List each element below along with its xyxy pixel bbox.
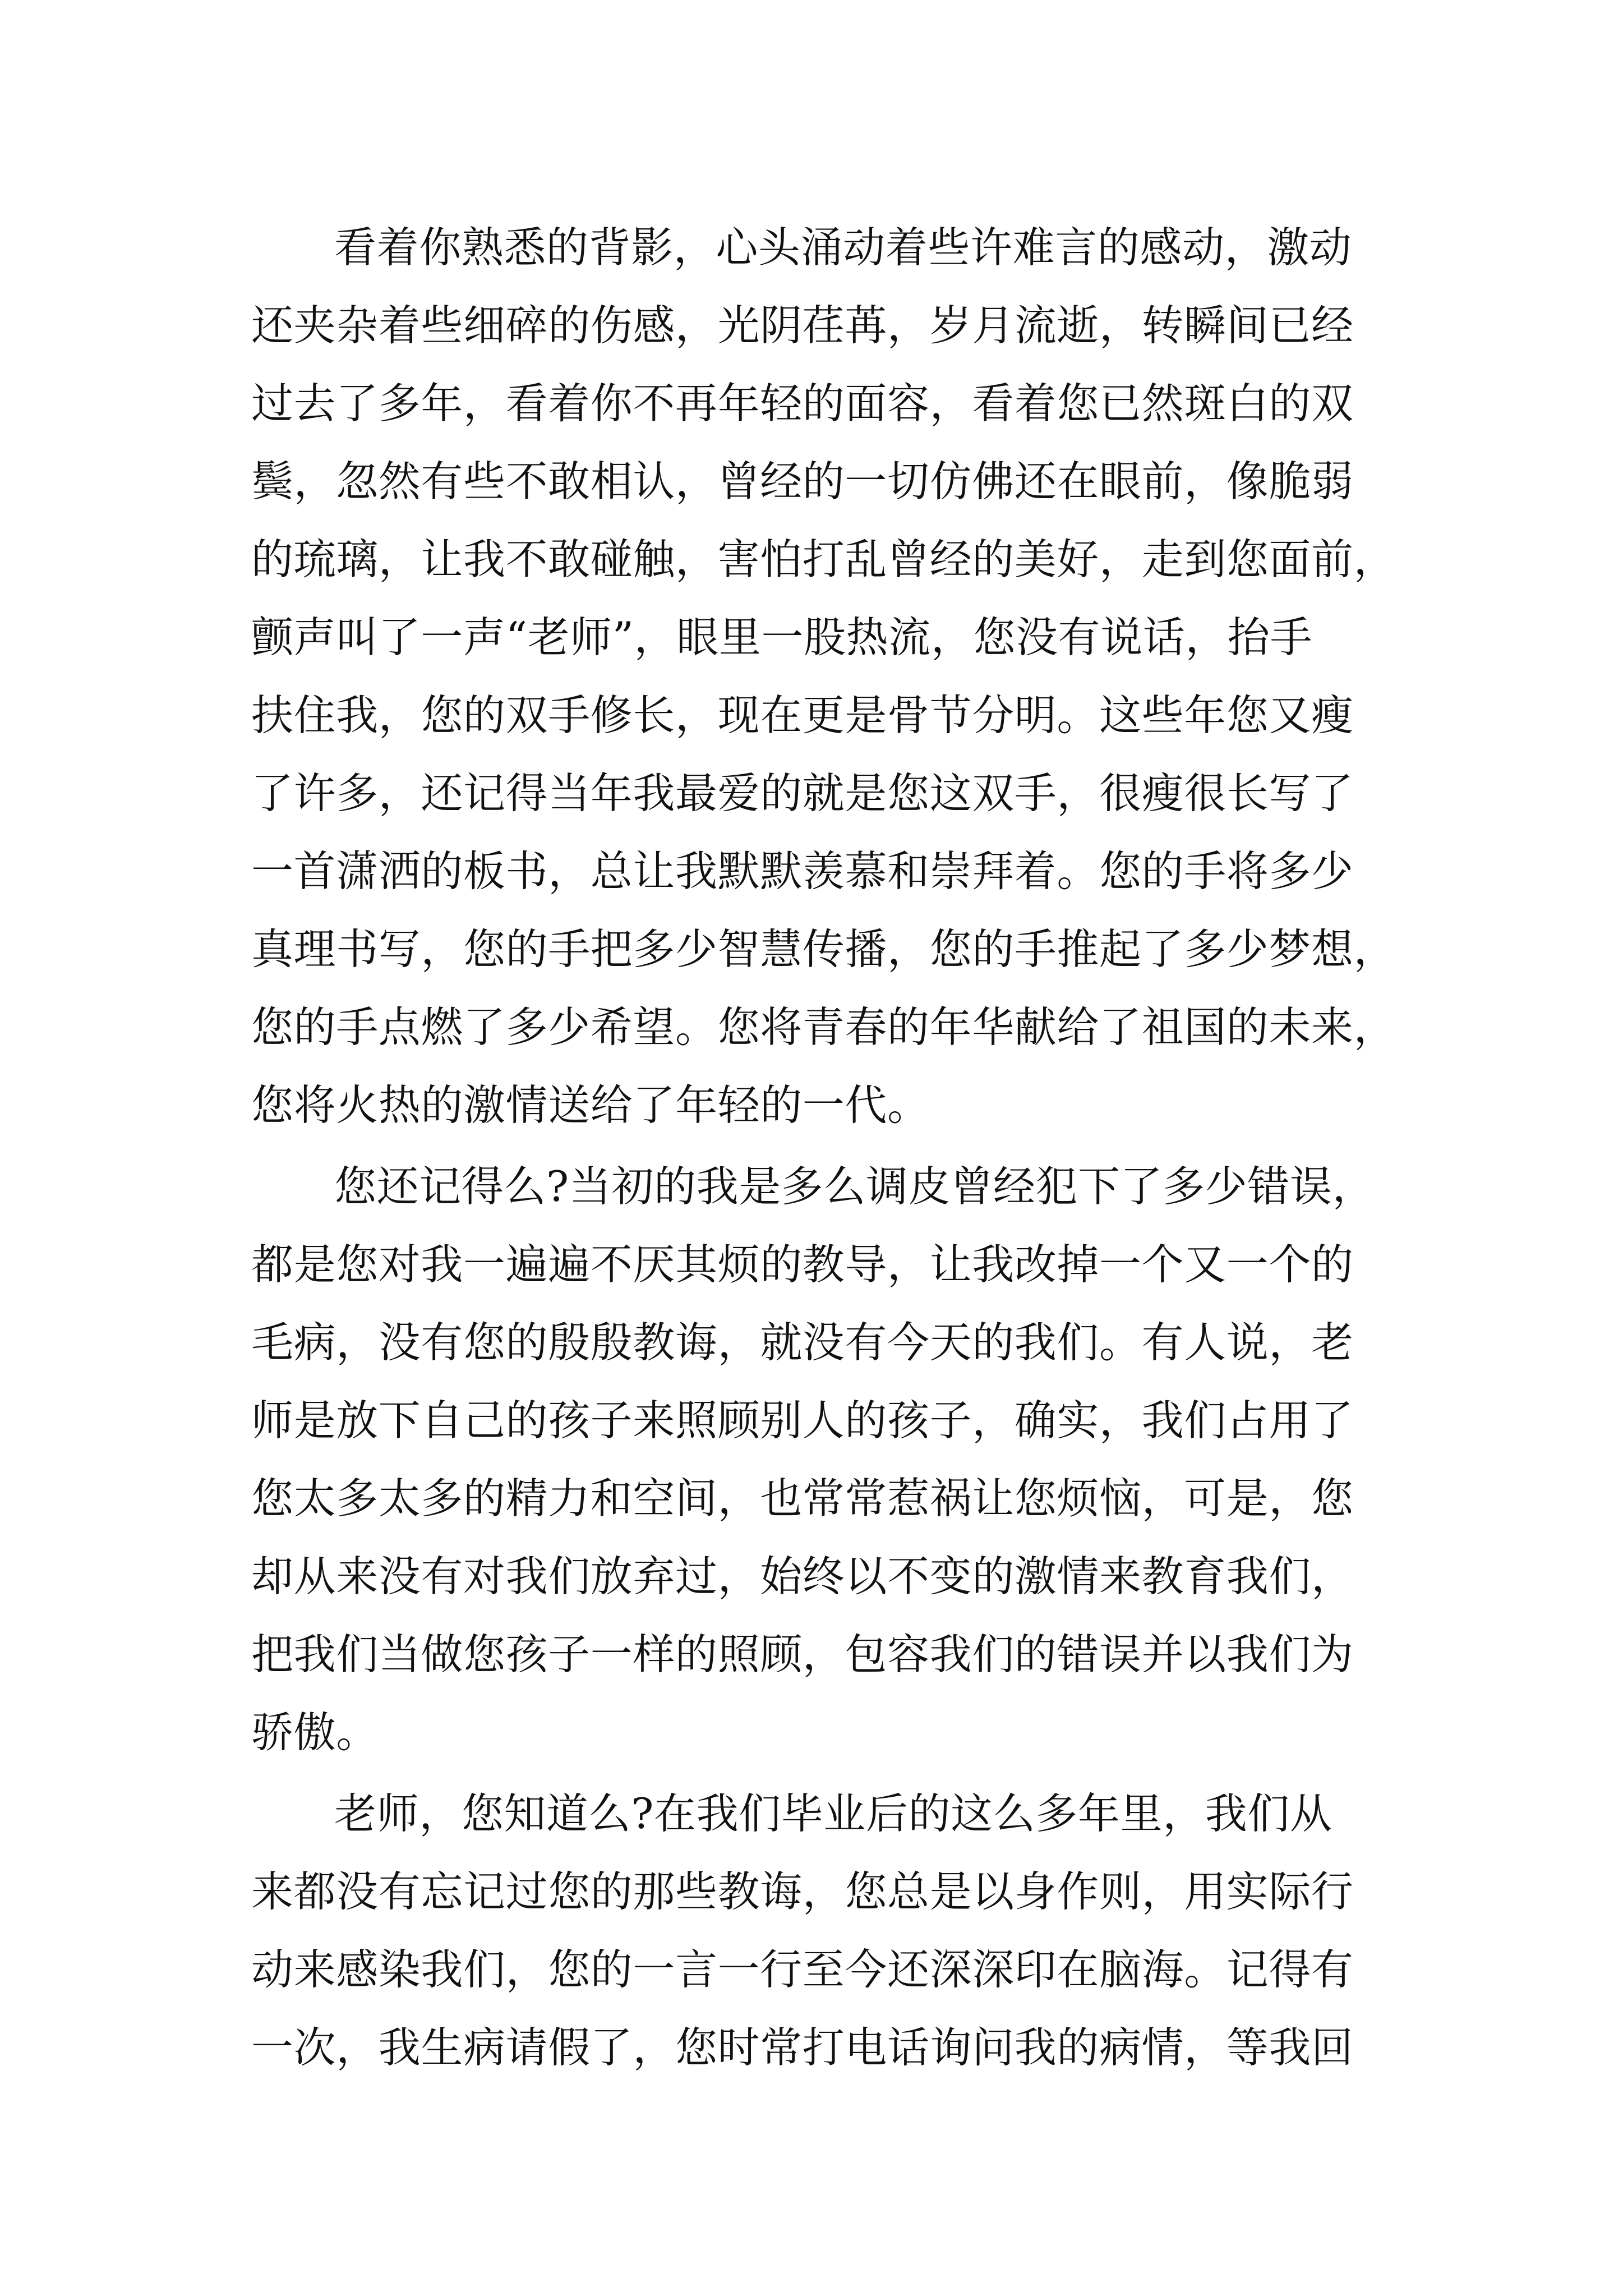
paragraph-line: 老师，您知道么?在我们毕业后的这么多年里，我们从 — [334, 1789, 1332, 1838]
paragraph-line: 您太多太多的精力和空间，也常常惹祸让您烦恼，可是，您 — [251, 1474, 1354, 1523]
paragraph-line: 您的手点燃了多少希望。您将青春的年华献给了祖国的未来， — [251, 1002, 1396, 1052]
paragraph-line: 鬓，忽然有些不敢相认，曾经的一切仿佛还在眼前，像脆弱 — [251, 457, 1354, 506]
paragraph-line: 真理书写，您的手把多少智慧传播，您的手推起了多少梦想， — [251, 924, 1396, 974]
paragraph-line: 您还记得么?当初的我是多么调皮曾经犯下了多少错误， — [334, 1162, 1375, 1211]
document-body — [251, 209, 1396, 2087]
paragraph-3 — [251, 1775, 1373, 2087]
paragraph-line: 颤声叫了一声“老师”，眼里一股热流，您没有说话，抬手 — [251, 613, 1313, 662]
paragraph-line: 了许多，还记得当年我最爱的就是您这双手，很瘦很长写了 — [251, 769, 1354, 818]
paragraph-line: 骄傲。 — [251, 1708, 379, 1757]
paragraph-line: 把我们当做您孩子一样的照顾，包容我们的错误并以我们为 — [251, 1630, 1354, 1679]
paragraph-line: 扶住我，您的双手修长，现在更是骨节分明。这些年您又瘦 — [251, 691, 1354, 740]
paragraph-line: 一首潇洒的板书，总让我默默羡慕和崇拜着。您的手将多少 — [251, 846, 1354, 896]
paragraph-line: 动来感染我们，您的一言一行至今还深深印在脑海。记得有 — [251, 1945, 1354, 1994]
paragraph-line: 的琉璃，让我不敢碰触，害怕打乱曾经的美好，走到您面前， — [251, 535, 1396, 584]
paragraph-line: 都是您对我一遍遍不厌其烦的教导，让我改掉一个又一个的 — [251, 1240, 1354, 1289]
paragraph-line: 过去了多年，看着你不再年轻的面容，看着您已然斑白的双 — [251, 379, 1354, 428]
paragraph-line: 还夹杂着些细碎的伤感，光阴荏苒，岁月流逝，转瞬间已经 — [251, 301, 1354, 350]
paragraph-line: 毛病，没有您的殷殷教诲，就没有今天的我们。有人说，老 — [251, 1318, 1354, 1367]
paragraph-1 — [251, 209, 1396, 1144]
paragraph-line: 师是放下自己的孩子来照顾别人的孩子，确实，我们占用了 — [251, 1396, 1354, 1445]
paragraph-line: 您将火热的激情送给了年轻的一代。 — [251, 1080, 930, 1130]
paragraph-line: 却从来没有对我们放弃过，始终以不变的激情来教育我们， — [251, 1552, 1354, 1601]
paragraph-line: 来都没有忘记过您的那些教诲，您总是以身作则，用实际行 — [251, 1867, 1354, 1916]
paragraph-2 — [251, 1148, 1373, 1772]
paragraph-line: 一次，我生病请假了，您时常打电话询问我的病情，等我回 — [251, 2023, 1354, 2072]
paragraph-line: 看着你熟悉的背影，心头涌动着些许难言的感动，激动 — [334, 223, 1352, 272]
